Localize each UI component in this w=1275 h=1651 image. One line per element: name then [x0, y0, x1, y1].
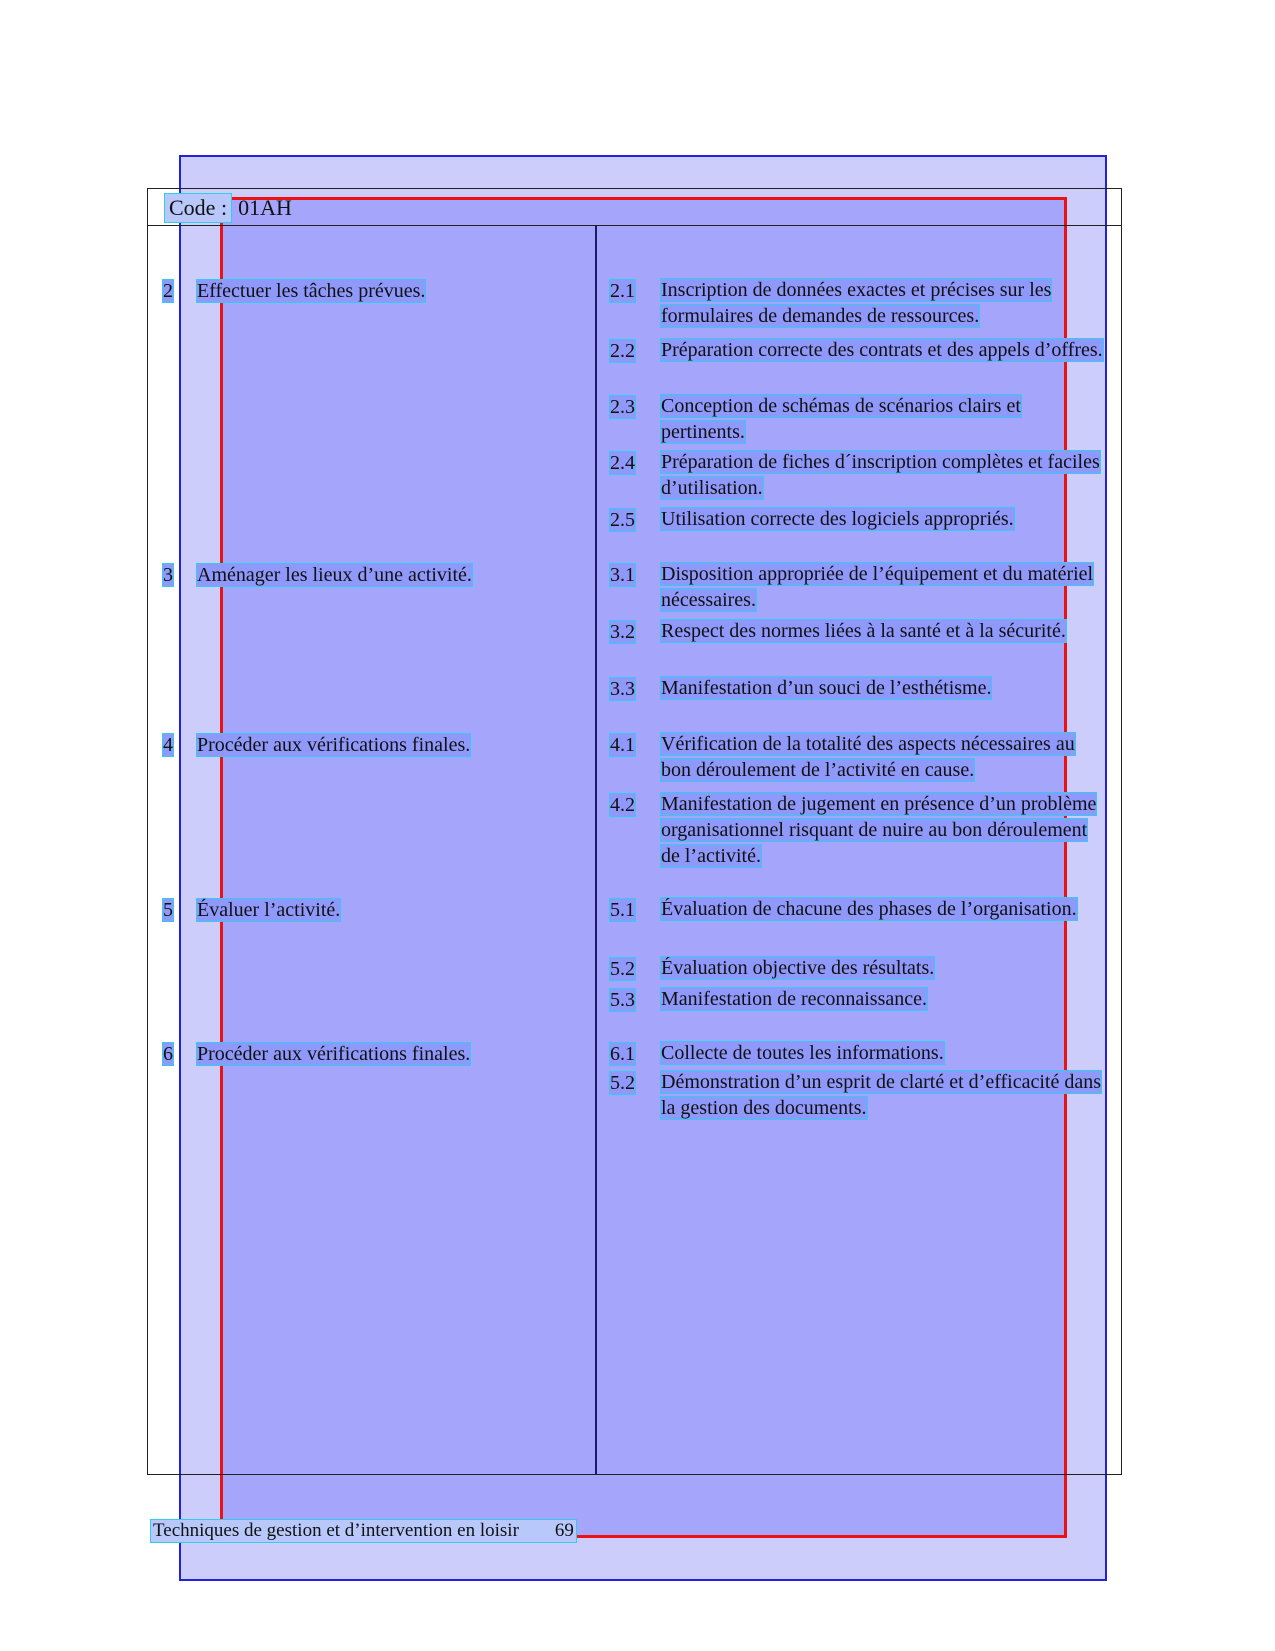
criterion-text: Évaluation de chacune des phases de l’organisation. [661, 898, 1077, 920]
element-text: Procéder aux vérifications finales. [197, 734, 471, 756]
criterion-number: 2.3 [610, 396, 635, 418]
criterion-number: 3.2 [610, 621, 635, 643]
criterion-text: Disposition appropriée de l’équipement et du matériel nécessaires. [661, 563, 1094, 611]
element-text: Procéder aux vérifications finales. [197, 1043, 471, 1065]
criterion-text: Utilisation correcte des logiciels appropriés. [661, 508, 1014, 530]
criterion-text: Collecte de toutes les informations. [661, 1042, 944, 1064]
criterion-number: 5.2 [610, 1072, 635, 1094]
element-text: Aménager les lieux d’une activité. [197, 564, 472, 586]
criterion-number: 2.4 [610, 452, 635, 474]
element-number: 2 [163, 280, 173, 302]
criterion-number: 3.1 [610, 564, 635, 586]
header-divider [147, 225, 1122, 226]
criterion-text: Vérification de la totalité des aspects nécessaires au bon déroulement de l’activité en cause. [661, 733, 1075, 781]
criterion-text: Manifestation d’un souci de l’esthétisme. [661, 677, 992, 699]
criterion-text: Conception de schémas de scénarios clairs et pertinents. [661, 395, 1021, 443]
criterion-number: 4.2 [610, 794, 635, 816]
criterion-number: 5.3 [610, 989, 635, 1011]
criterion-text: Inscription de données exactes et précises sur les formulaires de demandes de ressources. [661, 279, 1052, 327]
element-number: 5 [163, 899, 173, 921]
criterion-number: 4.1 [610, 734, 635, 756]
code-label: Code : [164, 193, 232, 223]
criterion-text: Préparation correcte des contrats et des appels d’offres. [661, 339, 1103, 361]
element-number: 6 [163, 1043, 173, 1065]
criterion-number: 2.2 [610, 340, 635, 362]
element-number: 3 [163, 564, 173, 586]
footer-program: Techniques de gestion et d’intervention en loisir [153, 1520, 519, 1541]
criterion-number: 2.5 [610, 509, 635, 531]
element-number: 4 [163, 734, 173, 756]
criterion-text: Préparation de fiches d´inscription complètes et faciles d’utilisation. [661, 451, 1100, 499]
criterion-number: 3.3 [610, 678, 635, 700]
page-footer [150, 1519, 577, 1543]
criterion-text: Démonstration d’un esprit de clarté et d’efficacité dans la gestion des documents. [661, 1071, 1102, 1119]
criterion-number: 6.1 [610, 1043, 635, 1065]
column-divider [595, 226, 597, 1474]
criterion-text: Manifestation de reconnaissance. [661, 988, 928, 1010]
element-text: Évaluer l’activité. [197, 899, 341, 921]
criterion-number: 5.1 [610, 899, 635, 921]
code-row [164, 193, 294, 223]
criterion-text: Évaluation objective des résultats. [661, 957, 935, 979]
criterion-text: Respect des normes liées à la santé et à la sécurité. [661, 620, 1066, 642]
element-text: Effectuer les tâches prévues. [197, 280, 426, 302]
page-number: 69 [554, 1520, 574, 1541]
code-value: 01AH [238, 195, 292, 220]
criterion-text: Manifestation de jugement en présence d’un problème organisationnel risquant de nuire au bon déroulement de l’activité. [661, 793, 1097, 867]
criterion-number: 5.2 [610, 958, 635, 980]
criterion-number: 2.1 [610, 280, 635, 302]
